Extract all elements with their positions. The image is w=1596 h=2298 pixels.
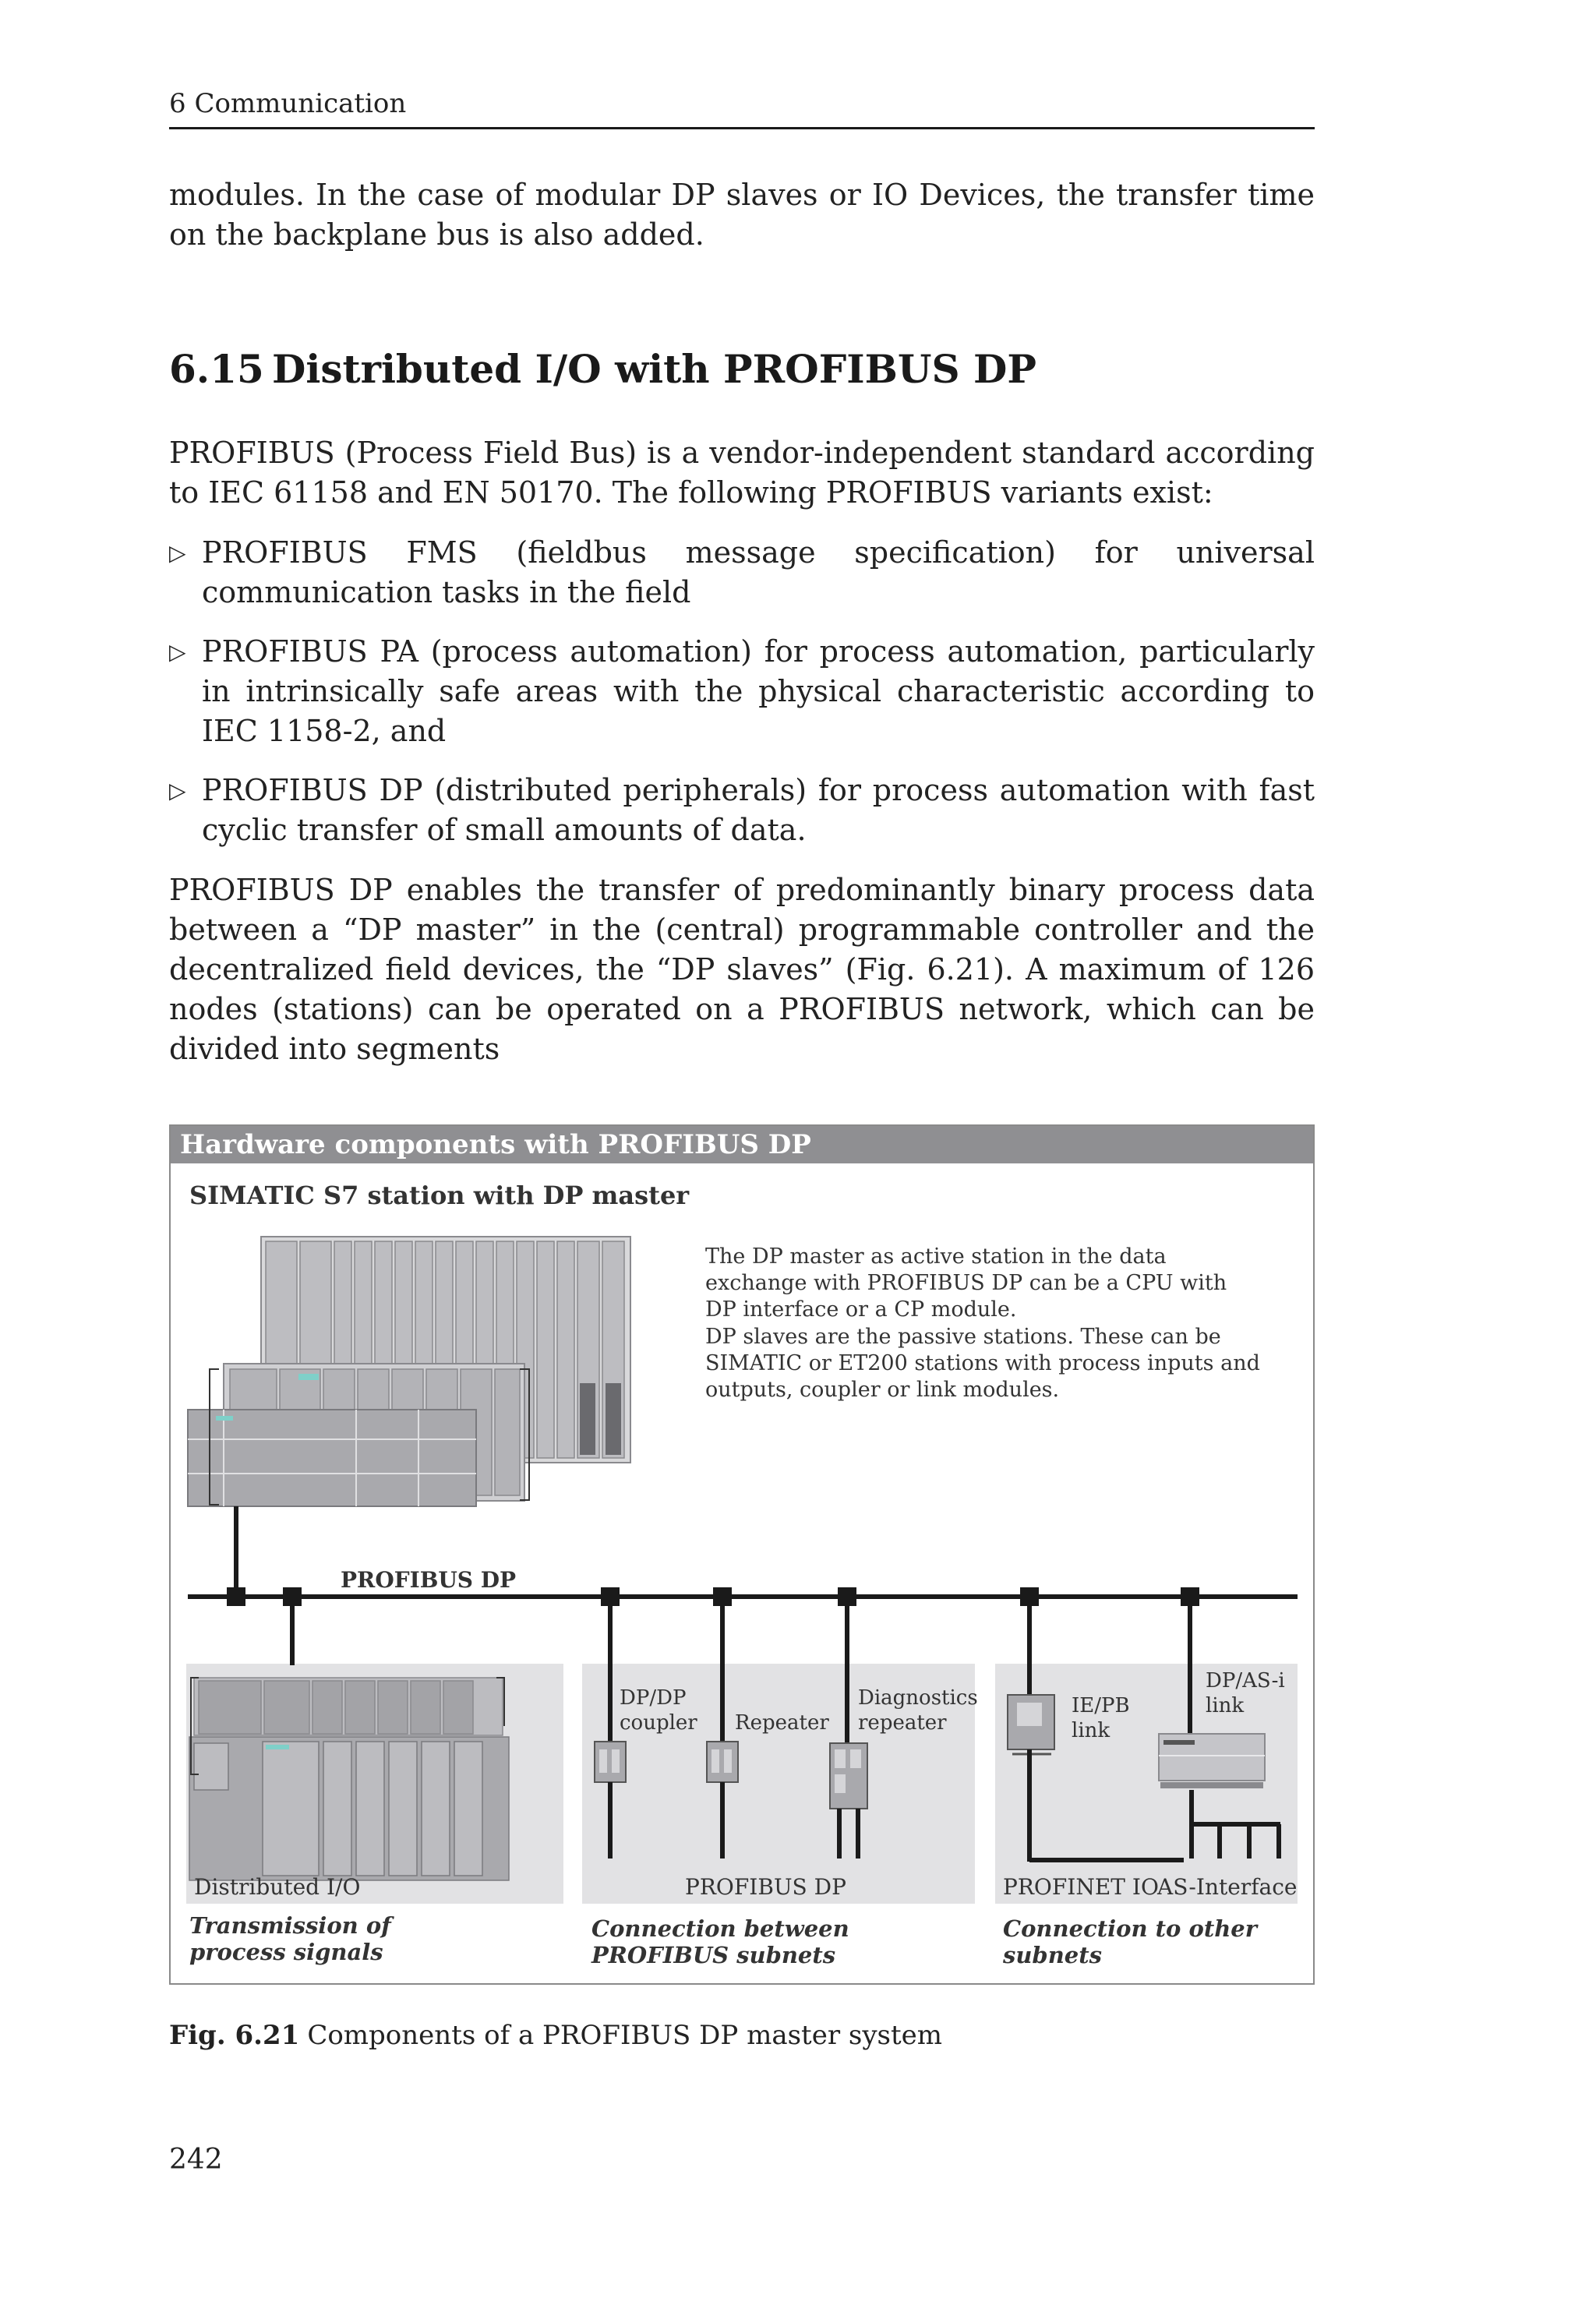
panel-captions [189, 1912, 1259, 1968]
diagnostics-repeater-label: repeater [858, 1711, 947, 1735]
diagnostics-repeater-label: Diagnostics [858, 1686, 978, 1710]
panel-caption: subnets [1003, 1942, 1102, 1968]
dpasi-link-label: DP/AS-i [1206, 1669, 1285, 1693]
figure-header: Hardware components with PROFIBUS DP [171, 1126, 1313, 1163]
triangle-bullet-icon: ▷ [169, 778, 186, 803]
description-line: SIMATIC or ET200 stations with process inputs and [705, 1351, 1260, 1375]
list-item [169, 632, 1315, 751]
triangle-bullet-icon: ▷ [169, 639, 186, 665]
section-title: Distributed I/O with PROFIBUS DP [272, 346, 1036, 392]
figure-diagram [171, 1126, 1313, 1983]
repeater-label: Repeater [735, 1711, 829, 1735]
panel-caption: PROFIBUS subnets [591, 1942, 836, 1968]
list-item-text: PROFIBUS PA (process automation) for process automation, particularly in intrinsically safe areas with the physical characteristic according to IEC 1158-2, and [202, 634, 1315, 748]
header-rule [169, 127, 1315, 129]
as-interface-label: AS-Interface [1157, 1874, 1298, 1900]
caption-label: Fig. 6.21 [169, 2020, 300, 2051]
distributed-io-label: Distributed I/O [194, 1874, 361, 1900]
description-text [705, 1244, 1260, 1402]
panel-caption: Transmission of [189, 1912, 391, 1939]
list-item-text: PROFIBUS DP (distributed peripherals) for process automation with fast cyclic transfer of small amounts of data. [202, 773, 1315, 847]
continued-paragraph: modules. In the case of modular DP slaves or IO Devices, the transfer time on the backplane bus is also added. [169, 178, 1315, 252]
bus-label: PROFIBUS DP [341, 1567, 517, 1593]
closing-paragraph: PROFIBUS DP enables the transfer of predominantly binary process data between a “DP master” in the (central) programmable controller and the decentralized field devices, the “DP slaves” (Fig. 6.21). A maximum of 126 nodes (stations) can be operated on a PROFIBUS network, which can be divided into segments [169, 873, 1315, 1066]
profibus-dp-panel-label: PROFIBUS DP [685, 1874, 846, 1900]
figure-caption [169, 2018, 942, 2053]
station-title: SIMATIC S7 station with DP master [189, 1181, 690, 1210]
triangle-bullet-icon: ▷ [169, 540, 186, 566]
figure-profibus-components [169, 1124, 1315, 1985]
list-item [169, 533, 1315, 612]
variant-list [169, 533, 1315, 870]
description-line: DP slaves are the passive stations. These can be [705, 1325, 1221, 1349]
panel-caption: Connection between [591, 1915, 849, 1942]
description-line: The DP master as active station in the data [705, 1244, 1167, 1269]
description-line: exchange with PROFIBUS DP can be a CPU with [705, 1271, 1227, 1295]
description-line: DP interface or a CP module. [705, 1297, 1017, 1322]
profinet-io-label: PROFINET IO [1003, 1874, 1159, 1900]
list-item-text: PROFIBUS FMS (fieldbus message specification) for universal communication tasks in the field [202, 535, 1315, 609]
running-header: 6 Communication [169, 88, 407, 119]
s7-station-racks [188, 1237, 630, 1506]
intro-paragraph: PROFIBUS (Process Field Bus) is a vendor-independent standard according to IEC 61158 and EN 50170. The following PROFIBUS variants exist: [169, 436, 1315, 510]
page-number: 242 [169, 2144, 223, 2176]
panel-caption: process signals [189, 1939, 383, 1965]
panel-labels [194, 1874, 1298, 1900]
description-line: outputs, coupler or link modules. [705, 1378, 1060, 1402]
panel-caption: Connection to other [1003, 1915, 1258, 1942]
iepb-link-label: link [1072, 1719, 1110, 1742]
dpdp-coupler-label: DP/DP [620, 1686, 687, 1710]
caption-text: Components of a PROFIBUS DP master system [307, 2020, 943, 2051]
section-number: 6.15 [169, 346, 264, 392]
dpdp-coupler-label: coupler [620, 1711, 697, 1735]
section-heading [169, 344, 1315, 394]
distributed-io-station [189, 1678, 509, 1880]
dpasi-link-label: link [1206, 1694, 1245, 1717]
list-item [169, 771, 1315, 850]
iepb-link-label: IE/PB [1072, 1694, 1130, 1717]
